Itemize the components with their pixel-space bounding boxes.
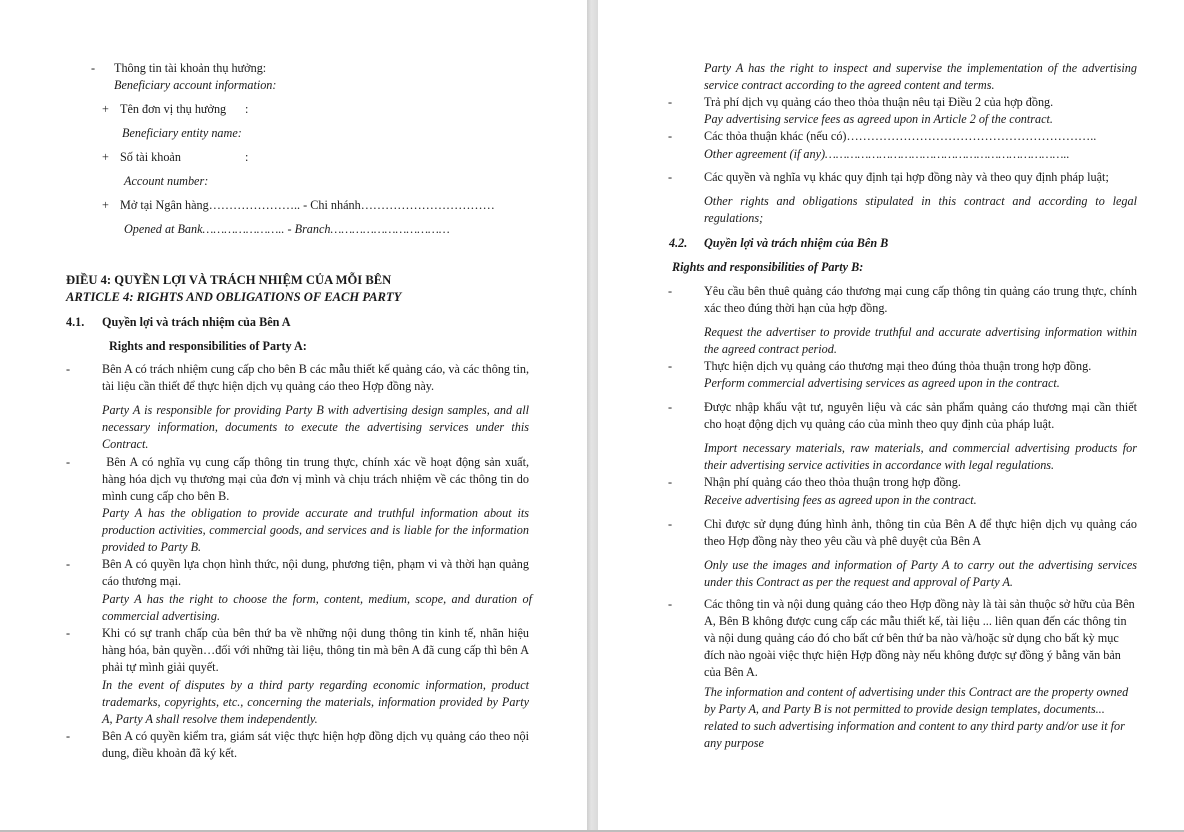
section-title-en: Rights and responsibilities of Party A: [109,339,307,353]
list-bullet: - [668,170,673,184]
clause-text-en: Party A has the right to choose the form, content, medium, scope, and duration of commercial advertising. [102,592,532,623]
list-bullet: - [66,362,71,376]
field-label-vi: Số tài khoản [120,150,181,164]
list-bullet: - [66,455,71,469]
clause-text-en: Only use the images and information of Party A to carry out the advertising services under this Contract as per the request and approval of Party A. [704,558,1137,589]
list-bullet: - [668,129,673,143]
list-bullet: + [102,102,109,116]
clause-text-en: Party A is responsible for providing Party B with advertising design samples, and all necessary information, documents to execute the advertising services under this Contract. [102,403,529,451]
list-bullet: + [102,150,109,164]
field-label-vi: Tên đơn vị thụ hưởng [120,102,227,116]
clause-text-vi: Chỉ được sử dụng đúng hình ảnh, thông tin của Bên A để thực hiện dịch vụ quảng cáo theo Hợp đồng này theo yêu cầu và phê duyệt của Bên A [704,517,1137,548]
field-label-en: Beneficiary entity name: [122,126,242,140]
clause-text-en: In the event of disputes by a third party regarding economic information, product trademarks, copyrights, etc., concerning the materials, information provided by Party A, Party A shall resolve them independently. [102,678,529,726]
list-bullet: + [102,198,109,212]
clause-text-vi: Bên A có nghĩa vụ cung cấp thông tin trung thực, chính xác về hoạt động sản xuất, hàng hóa dịch vụ thương mại của đơn vị mình và chịu trách nhiệm về các thông tin do mình cung cấp cho bên B. [102,455,533,503]
list-bullet: - [668,284,673,298]
article-title-en: ARTICLE 4: RIGHTS AND OBLIGATIONS OF EACH PARTY [66,290,402,304]
clause-text-en: Party A has the obligation to provide accurate and truthful information about its production activities, commercial goods, and services and is liable for the information provided to Party B. [102,506,529,554]
section-title-vi: Quyền lợi và trách nhiệm của Bên A [102,315,291,329]
clause-text-en: Pay advertising service fees as agreed upon in Article 2 of the contract. [704,112,1053,126]
clause-text-vi: Được nhập khẩu vật tư, nguyên liệu và các sản phẩm quảng cáo thương mại cần thiết cho hoạt động dịch vụ quảng cáo của mình theo quy định của pháp luật. [704,400,1137,431]
clause-text-en: Import necessary materials, raw materials, and commercial advertising products for their advertising service activities in accordance with legal regulations. [704,441,1137,472]
list-bullet: - [668,475,673,489]
field-label-vi: Mở tại Ngân hàng………………….. - Chi nhánh…………………………… [120,198,495,212]
field-label-en: Opened at Bank………………….. - Branch…………………………… [124,222,450,236]
clause-text-vi: Các thông tin và nội dung quảng cáo theo Hợp đồng này là tài sản thuộc sở hữu của Bên A, Bên B không được cung cấp các mẫu thiết kế, tài liệu ... liên quan đến các thông tin và nội dung quảng cáo đó cho bất cứ bên thứ ba nào và/hoặc sử dụng cho bất kỳ mục đích nào ngoài việc thực hiện Hợp đồng này nếu không được sự đồng ý bằng văn bản của Bên A. [704,597,1138,679]
list-bullet: - [66,626,71,640]
clause-text-en: Receive advertising fees as agreed upon in the contract. [704,493,977,507]
section-title-vi: Quyền lợi và trách nhiệm của Bên B [704,236,889,250]
clause-text-vi: Các thỏa thuận khác (nếu có)…………………………………………………….. [704,129,1097,143]
clause-text-en: Request the advertiser to provide truthful and accurate advertising information within the agreed contract period. [704,325,1137,356]
document-page-left [0,0,587,830]
section-number: 4.2. [669,236,688,250]
clause-text-vi: Bên A có trách nhiệm cung cấp cho bên B các mẫu thiết kế quảng cáo, và các thông tin, tài liệu cần thiết để thực hiện dịch vụ quảng cáo theo Hợp đồng này. [102,362,529,393]
clause-text-vi: Thực hiện dịch vụ quảng cáo thương mại theo đúng thỏa thuận trong hợp đồng. [704,359,1092,373]
field-label-en: Account number: [124,174,209,188]
clause-text-vi: Nhận phí quảng cáo theo thỏa thuận trong hợp đồng. [704,475,961,489]
list-bullet: - [668,597,673,611]
clause-text-vi: Trả phí dịch vụ quảng cáo theo thỏa thuận nêu tại Điều 2 của hợp đồng. [704,95,1054,109]
beneficiary-label-en: Beneficiary account information: [114,78,277,92]
section-number: 4.1. [66,315,85,329]
beneficiary-label-vi: Thông tin tài khoản thụ hưởng: [114,61,267,75]
clause-text-en: Other rights and obligations stipulated in this contract and according to legal regulations; [704,194,1137,225]
document-page-right [598,0,1184,830]
clause-text-en: Perform commercial advertising services as agreed upon in the contract. [704,376,1060,390]
clause-text-en: Party A has the right to inspect and supervise the implementation of the advertising service contract according to the agreed content and terms. [704,61,1137,92]
clause-text-vi: Bên A có quyền kiểm tra, giám sát việc thực hiện hợp đồng dịch vụ quảng cáo theo nội dung, điều khoản đã ký kết. [102,729,529,760]
list-bullet: - [668,95,673,109]
field-colon: : [245,102,249,116]
section-title-en: Rights and responsibilities of Party B: [672,260,864,274]
clause-text-vi: Các quyền và nghĩa vụ khác quy định tại hợp đồng này và theo quy định pháp luật; [704,170,1109,184]
clause-text-en: The information and content of advertising under this Contract are the property owned by Party A, and Party B is not permitted to provide design templates, documents... related to such advertising information and content to any third party and/or use it for any purpose [704,685,1129,750]
field-colon: : [245,150,249,164]
list-bullet: - [66,557,71,571]
list-bullet: - [668,359,673,373]
list-bullet: - [91,61,96,75]
article-title-vi: ĐIỀU 4: QUYỀN LỢI VÀ TRÁCH NHIỆM CỦA MỖI BÊN [66,273,392,287]
clause-text-vi: Yêu cầu bên thuê quảng cáo thương mại cung cấp thông tin quảng cáo trung thực, chính xác theo đúng thời hạn của hợp đồng. [704,284,1137,315]
clause-text-en: Other agreement (if any)………………………………………………………….. [704,147,1070,161]
list-bullet: - [66,729,71,743]
clause-text-vi: Khi có sự tranh chấp của bên thứ ba về những nội dung thông tin kinh tế, nhãn hiệu hàng hóa, bản quyền…đối với những tài liệu, thông tin mà bên A đã cung cấp thì bên A phải tự mình giải quyết. [102,626,529,674]
page-gutter [587,0,598,832]
clause-text-vi: Bên A có quyền lựa chọn hình thức, nội dung, phương tiện, phạm vi và thời hạn quảng cáo thương mại. [102,557,529,588]
list-bullet: - [668,400,673,414]
list-bullet: - [668,517,673,531]
